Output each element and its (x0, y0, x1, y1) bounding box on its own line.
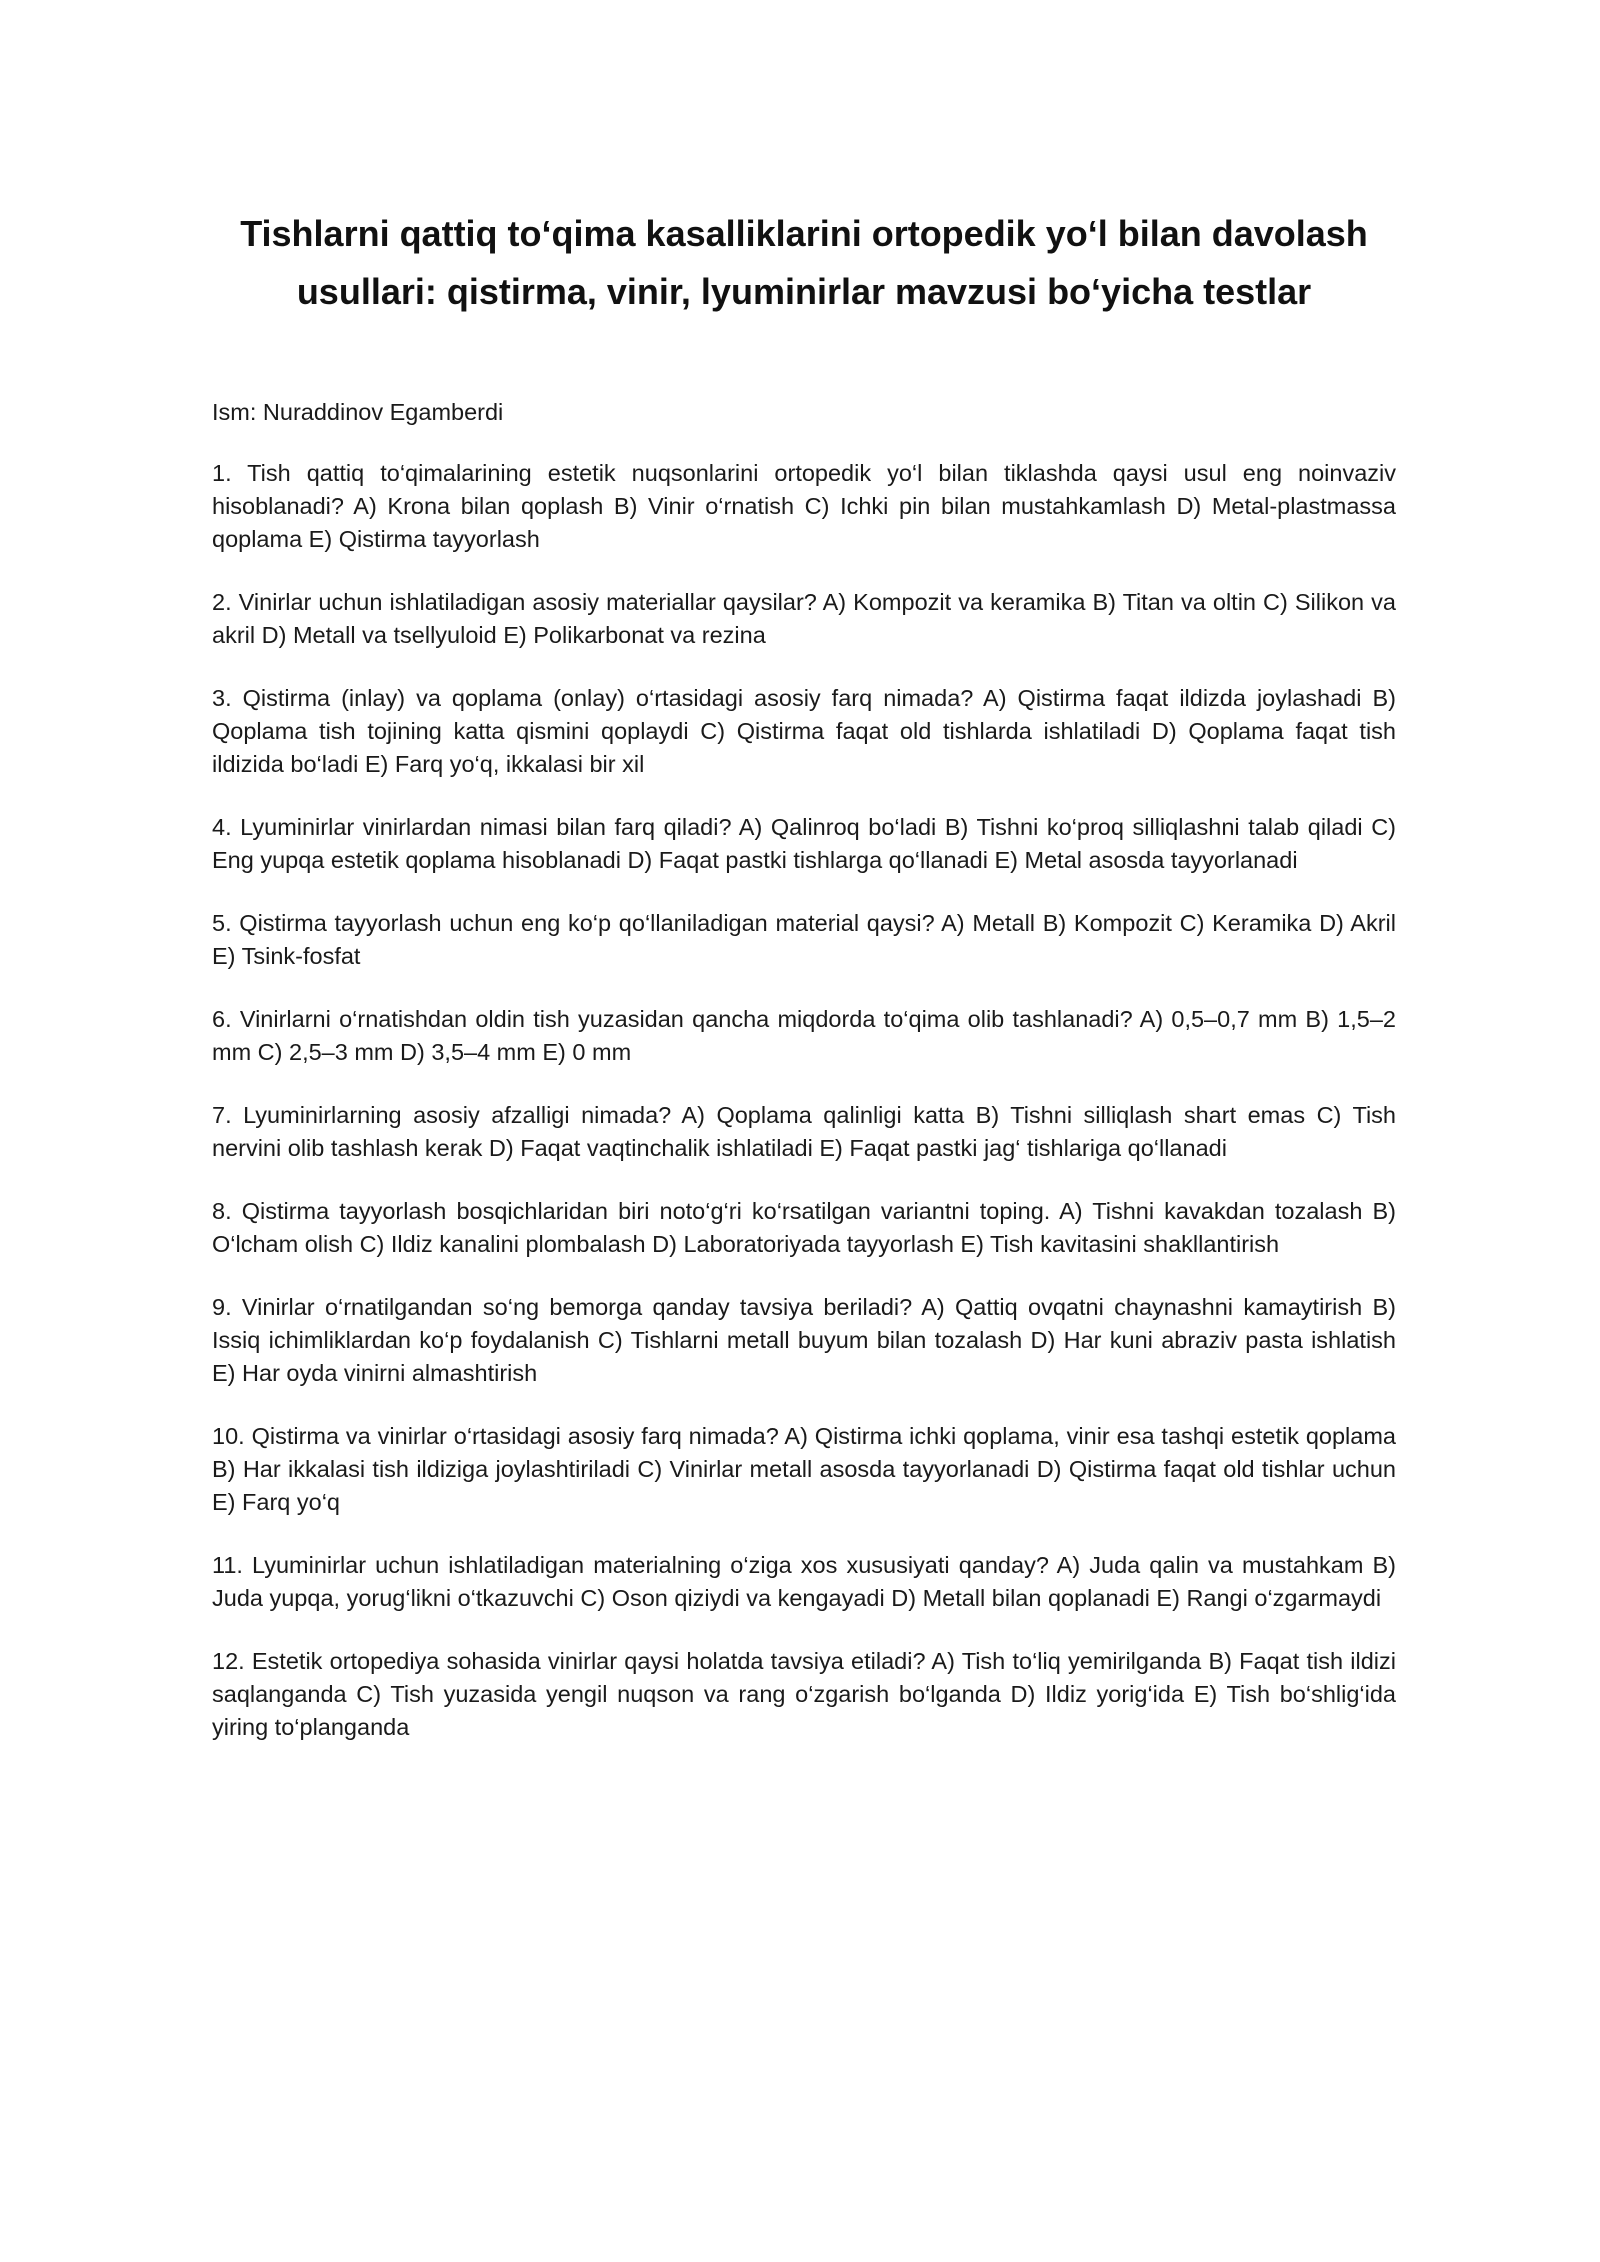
question-item: 6. Vinirlarni o‘rnatishdan oldin tish yuzasidan qancha miqdorda to‘qima olib tashlanadi? A) 0,5–0,7 mm B) 1,5–2 mm C) 2,5–3 mm D) 3,5–4 mm E) 0 mm (212, 1006, 1396, 1065)
document-page (212, 205, 1396, 1774)
question-item: 3. Qistirma (inlay) va qoplama (onlay) o‘rtasidagi asosiy farq nimada? A) Qistirma faqat ildizda joylashadi B) Qoplama tish tojining katta qismini qoplaydi C) Qistirma faqat old tishlarda ishlatiladi D) Qoplama faqat tish ildizida bo‘ladi E) Farq yo‘q, ikkalasi bir xil (212, 685, 1396, 777)
document-title: Tishlarni qattiq to‘qima kasalliklarini ortopedik yo‘l bilan davolash usullari: qistirma, vinir, lyuminirlar mavzusi bo‘yicha testlar (240, 213, 1368, 312)
question-item: 11. Lyuminirlar uchun ishlatiladigan materialning o‘ziga xos xususiyati qanday? A) Juda qalin va mustahkam B) Juda yupqa, yorug‘likni o‘tkazuvchi C) Oson qiziydi va kengayadi D) Metall bilan qoplanadi E) Rangi o‘zgarmaydi (212, 1552, 1396, 1611)
question-list (212, 457, 1396, 1744)
question-item: 5. Qistirma tayyorlash uchun eng ko‘p qo‘llaniladigan material qaysi? A) Metall B) Kompozit C) Keramika D) Akril E) Tsink-fosfat (212, 910, 1396, 969)
question-item: 2. Vinirlar uchun ishlatiladigan asosiy materiallar qaysilar? A) Kompozit va keramika B) Titan va oltin C) Silikon va akril D) Metall va tsellyuloid E) Polikarbonat va rezina (212, 589, 1396, 648)
question-item: 8. Qistirma tayyorlash bosqichlaridan biri noto‘g‘ri ko‘rsatilgan variantni toping. A) Tishni kavakdan tozalash B) O‘lcham olish C) Ildiz kanalini plombalash D) Laboratoriyada tayyorlash E) Tish kavitasini shakllantirish (212, 1198, 1396, 1257)
question-item: 9. Vinirlar o‘rnatilgandan so‘ng bemorga qanday tavsiya beriladi? A) Qattiq ovqatni chaynashni kamaytirish B) Issiq ichimliklardan ko‘p foydalanish C) Tishlarni metall buyum bilan tozalash D) Har kuni abraziv pasta ishlatish E) Har oyda vinirni almashtirish (212, 1294, 1396, 1386)
author-line: Ism: Nuraddinov Egamberdi (212, 399, 504, 425)
question-item: 4. Lyuminirlar vinirlardan nimasi bilan farq qiladi? A) Qalinroq bo‘ladi B) Tishni ko‘proq silliqlashni talab qiladi C) Eng yupqa estetik qoplama hisoblanadi D) Faqat pastki tishlarga qo‘llanadi E) Metal asosda tayyorlanadi (212, 814, 1396, 873)
question-item: 1. Tish qattiq to‘qimalarining estetik nuqsonlarini ortopedik yo‘l bilan tiklashda qaysi usul eng noinvaziv hisoblanadi? A) Krona bilan qoplash B) Vinir o‘rnatish C) Ichki pin bilan mustahkamlash D) Metal-plastmassa qoplama E) Qistirma tayyorlash (212, 460, 1396, 552)
question-item: 12. Estetik ortopediya sohasida vinirlar qaysi holatda tavsiya etiladi? A) Tish to‘liq yemirilganda B) Faqat tish ildizi saqlanganda C) Tish yuzasida yengil nuqson va rang o‘zgarish bo‘lganda D) Ildiz yorig‘ida E) Tish bo‘shlig‘ida yiring to‘planganda (212, 1648, 1396, 1740)
question-item: 10. Qistirma va vinirlar o‘rtasidagi asosiy farq nimada? A) Qistirma ichki qoplama, vinir esa tashqi estetik qoplama B) Har ikkalasi tish ildiziga joylashtiriladi C) Vinirlar metall asosda tayyorlanadi D) Qistirma faqat old tishlar uchun E) Farq yo‘q (212, 1423, 1396, 1515)
question-item: 7. Lyuminirlarning asosiy afzalligi nimada? A) Qoplama qalinligi katta B) Tishni silliqlash shart emas C) Tish nervini olib tashlash kerak D) Faqat vaqtinchalik ishlatiladi E) Faqat pastki jag‘ tishlariga qo‘llanadi (212, 1102, 1396, 1161)
